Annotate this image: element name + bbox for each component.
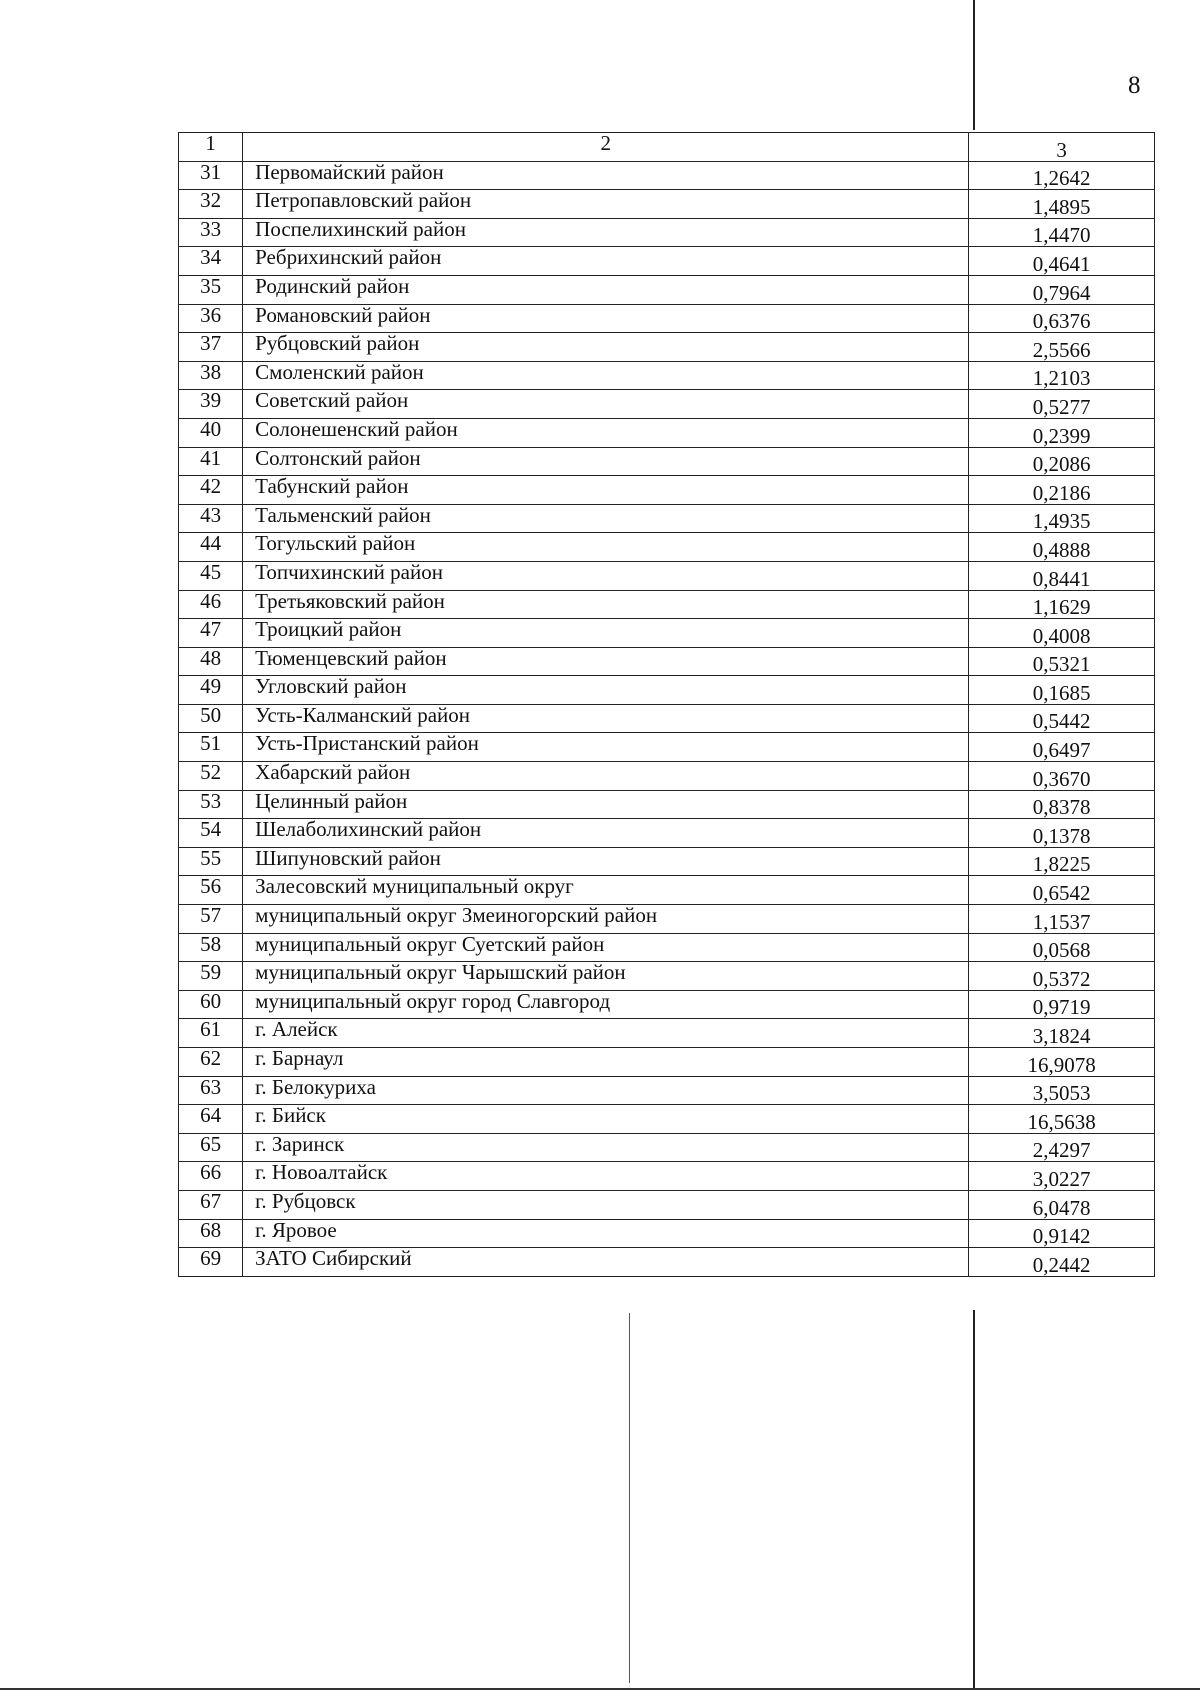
row-number: 47 — [179, 619, 243, 648]
municipality-name: Целинный район — [243, 790, 969, 819]
row-number: 51 — [179, 733, 243, 762]
municipality-name: Тальменский район — [243, 504, 969, 533]
scan-artifact-line-bottom-middle — [629, 1313, 630, 1683]
table-row — [179, 676, 1155, 705]
municipality-name: г. Новоалтайск — [243, 1162, 969, 1191]
table-body — [179, 161, 1155, 1276]
table-row — [179, 1048, 1155, 1077]
table-row — [179, 1019, 1155, 1048]
table-row — [179, 333, 1155, 362]
row-number: 62 — [179, 1048, 243, 1077]
table-row — [179, 247, 1155, 276]
coefficient-value: 0,3670 — [969, 762, 1155, 791]
table-row — [179, 1219, 1155, 1248]
row-number: 49 — [179, 676, 243, 705]
table-row — [179, 1248, 1155, 1277]
table-row — [179, 476, 1155, 505]
row-number: 38 — [179, 361, 243, 390]
coefficient-value: 0,2399 — [969, 418, 1155, 447]
municipality-name: Петропавловский район — [243, 190, 969, 219]
table-row — [179, 762, 1155, 791]
table-row — [179, 847, 1155, 876]
row-number: 35 — [179, 275, 243, 304]
coefficient-value: 16,5638 — [969, 1105, 1155, 1134]
coefficient-value: 0,5442 — [969, 704, 1155, 733]
coefficient-value: 0,4888 — [969, 533, 1155, 562]
table-row — [179, 390, 1155, 419]
row-number: 46 — [179, 590, 243, 619]
table-row — [179, 590, 1155, 619]
column-header-2: 2 — [243, 133, 969, 162]
table-row — [179, 733, 1155, 762]
coefficient-value: 0,2086 — [969, 447, 1155, 476]
row-number: 60 — [179, 990, 243, 1019]
table-row — [179, 704, 1155, 733]
row-number: 37 — [179, 333, 243, 362]
municipality-name: г. Бийск — [243, 1105, 969, 1134]
row-number: 34 — [179, 247, 243, 276]
table-row — [179, 561, 1155, 590]
municipality-name: г. Барнаул — [243, 1048, 969, 1077]
municipality-name: Поспелихинский район — [243, 218, 969, 247]
row-number: 69 — [179, 1248, 243, 1277]
municipality-name: Шипуновский район — [243, 847, 969, 876]
row-number: 63 — [179, 1076, 243, 1105]
row-number: 57 — [179, 905, 243, 934]
municipality-name: Третьяковский район — [243, 590, 969, 619]
coefficient-value: 0,8378 — [969, 790, 1155, 819]
municipality-name: муниципальный округ Змеиногорский район — [243, 905, 969, 934]
municipality-name: муниципальный округ Суетский район — [243, 933, 969, 962]
table-row — [179, 1105, 1155, 1134]
municipality-name: муниципальный округ город Славгород — [243, 990, 969, 1019]
coefficient-value: 0,5277 — [969, 390, 1155, 419]
coefficient-value: 6,0478 — [969, 1190, 1155, 1219]
row-number: 56 — [179, 876, 243, 905]
coefficient-table — [178, 132, 1155, 1277]
row-number: 31 — [179, 161, 243, 190]
row-number: 32 — [179, 190, 243, 219]
table-row — [179, 218, 1155, 247]
scan-artifact-line-top — [973, 0, 975, 130]
row-number: 53 — [179, 790, 243, 819]
coefficient-value: 3,5053 — [969, 1076, 1155, 1105]
row-number: 67 — [179, 1190, 243, 1219]
municipality-name: Смоленский район — [243, 361, 969, 390]
row-number: 41 — [179, 447, 243, 476]
row-number: 64 — [179, 1105, 243, 1134]
municipality-name: Угловский район — [243, 676, 969, 705]
municipality-name: Солонешенский район — [243, 418, 969, 447]
coefficient-value: 1,2103 — [969, 361, 1155, 390]
table-row — [179, 1076, 1155, 1105]
municipality-name: Табунский район — [243, 476, 969, 505]
row-number: 45 — [179, 561, 243, 590]
municipality-name: г. Алейск — [243, 1019, 969, 1048]
municipality-name: Тогульский район — [243, 533, 969, 562]
table-row — [179, 962, 1155, 991]
coefficient-value: 3,1824 — [969, 1019, 1155, 1048]
municipality-name: Усть-Калманский район — [243, 704, 969, 733]
coefficient-value: 0,6542 — [969, 876, 1155, 905]
row-number: 39 — [179, 390, 243, 419]
municipality-name: Залесовский муниципальный округ — [243, 876, 969, 905]
coefficient-value: 1,4470 — [969, 218, 1155, 247]
municipality-name: ЗАТО Сибирский — [243, 1248, 969, 1277]
coefficient-value: 1,2642 — [969, 161, 1155, 190]
municipality-name: муниципальный округ Чарышский район — [243, 962, 969, 991]
table-row — [179, 161, 1155, 190]
table-row — [179, 619, 1155, 648]
scan-artifact-bottom-rule — [0, 1688, 1200, 1690]
municipality-name: Шелаболихинский район — [243, 819, 969, 848]
municipality-name: Романовский район — [243, 304, 969, 333]
row-number: 58 — [179, 933, 243, 962]
coefficient-value: 1,1537 — [969, 905, 1155, 934]
coefficient-value: 1,1629 — [969, 590, 1155, 619]
coefficient-value: 0,2186 — [969, 476, 1155, 505]
table-row — [179, 447, 1155, 476]
coefficient-value: 0,6376 — [969, 304, 1155, 333]
table-row — [179, 190, 1155, 219]
municipality-name: г. Белокуриха — [243, 1076, 969, 1105]
table-row — [179, 275, 1155, 304]
column-header-3: 3 — [969, 133, 1155, 162]
table-row — [179, 1133, 1155, 1162]
scan-artifact-line-bottom-right — [973, 1310, 975, 1690]
row-number: 40 — [179, 418, 243, 447]
coefficient-value: 0,9719 — [969, 990, 1155, 1019]
row-number: 48 — [179, 647, 243, 676]
municipality-name: Хабарский район — [243, 762, 969, 791]
row-number: 33 — [179, 218, 243, 247]
table-header-row — [179, 133, 1155, 162]
coefficient-value: 0,1685 — [969, 676, 1155, 705]
coefficient-value: 1,4935 — [969, 504, 1155, 533]
row-number: 36 — [179, 304, 243, 333]
municipality-name: Усть-Пристанский район — [243, 733, 969, 762]
municipality-name: г. Рубцовск — [243, 1190, 969, 1219]
page-number: 8 — [1128, 72, 1141, 99]
municipality-name: Первомайский район — [243, 161, 969, 190]
coefficient-value: 0,9142 — [969, 1219, 1155, 1248]
row-number: 68 — [179, 1219, 243, 1248]
table-row — [179, 361, 1155, 390]
coefficient-value: 0,8441 — [969, 561, 1155, 590]
table-row — [179, 933, 1155, 962]
row-number: 59 — [179, 962, 243, 991]
row-number: 44 — [179, 533, 243, 562]
row-number: 54 — [179, 819, 243, 848]
table-row — [179, 905, 1155, 934]
municipality-name: Рубцовский район — [243, 333, 969, 362]
coefficient-value: 0,4008 — [969, 619, 1155, 648]
coefficient-value: 1,8225 — [969, 847, 1155, 876]
row-number: 50 — [179, 704, 243, 733]
row-number: 43 — [179, 504, 243, 533]
coefficient-value: 0,1378 — [969, 819, 1155, 848]
municipality-name: Тюменцевский район — [243, 647, 969, 676]
row-number: 65 — [179, 1133, 243, 1162]
table-row — [179, 647, 1155, 676]
coefficient-value: 0,0568 — [969, 933, 1155, 962]
coefficient-value: 0,7964 — [969, 275, 1155, 304]
municipality-name: Топчихинский район — [243, 561, 969, 590]
table-row — [179, 876, 1155, 905]
row-number: 61 — [179, 1019, 243, 1048]
coefficient-value: 0,4641 — [969, 247, 1155, 276]
row-number: 52 — [179, 762, 243, 791]
municipality-name: Троицкий район — [243, 619, 969, 648]
row-number: 66 — [179, 1162, 243, 1191]
coefficient-value: 0,2442 — [969, 1248, 1155, 1277]
table-row — [179, 418, 1155, 447]
coefficient-value: 0,5321 — [969, 647, 1155, 676]
table-row — [179, 990, 1155, 1019]
coefficient-value: 3,0227 — [969, 1162, 1155, 1191]
table-row — [179, 819, 1155, 848]
table-row — [179, 790, 1155, 819]
row-number: 55 — [179, 847, 243, 876]
coefficient-value: 2,5566 — [969, 333, 1155, 362]
column-header-1: 1 — [179, 133, 243, 162]
municipality-name: Ребрихинский район — [243, 247, 969, 276]
row-number: 42 — [179, 476, 243, 505]
table-row — [179, 533, 1155, 562]
municipality-name: Родинский район — [243, 275, 969, 304]
table-row — [179, 504, 1155, 533]
coefficient-value: 2,4297 — [969, 1133, 1155, 1162]
coefficient-value: 0,5372 — [969, 962, 1155, 991]
municipality-name: Солтонский район — [243, 447, 969, 476]
municipality-name: Советский район — [243, 390, 969, 419]
coefficient-value: 0,6497 — [969, 733, 1155, 762]
table-row — [179, 1162, 1155, 1191]
coefficient-value: 16,9078 — [969, 1048, 1155, 1077]
municipality-name: г. Заринск — [243, 1133, 969, 1162]
table-row — [179, 1190, 1155, 1219]
municipality-name: г. Яровое — [243, 1219, 969, 1248]
table-row — [179, 304, 1155, 333]
coefficient-value: 1,4895 — [969, 190, 1155, 219]
